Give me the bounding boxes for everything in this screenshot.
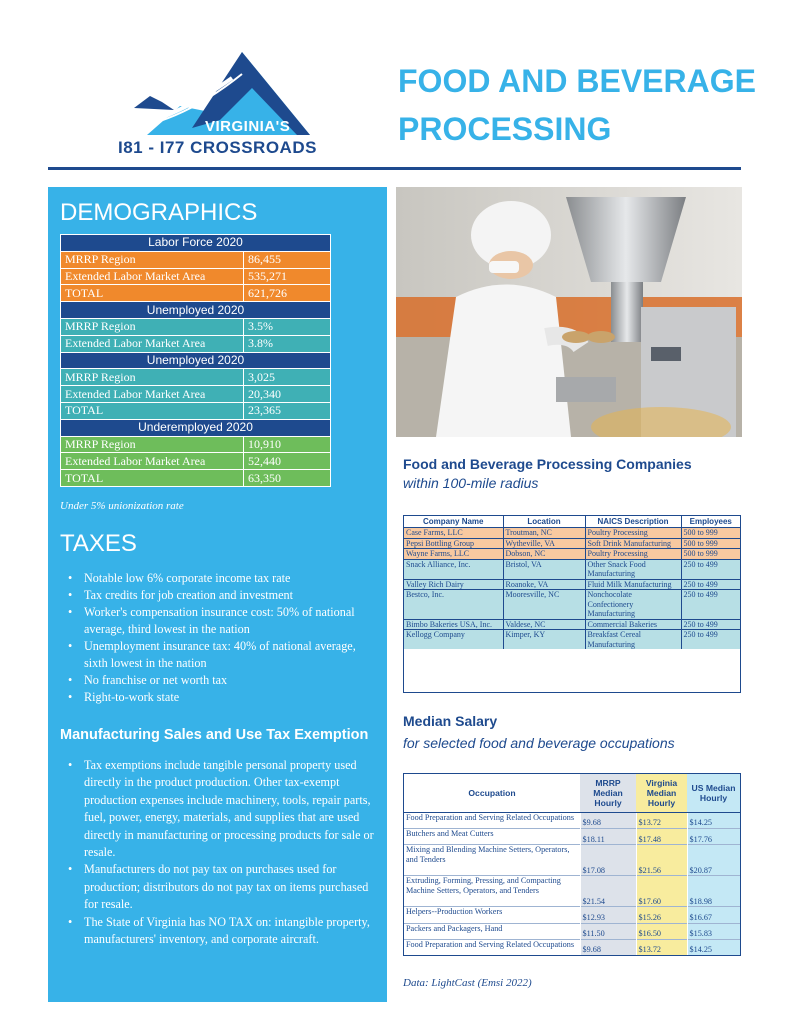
table-row: Packers and Packagers, Hand $11.50 $16.50 $15.83 bbox=[404, 923, 740, 939]
table-row: Butchers and Meat Cutters $18.11 $17.48 $17.76 bbox=[404, 828, 740, 844]
column-header: Company Name bbox=[404, 516, 503, 528]
demo-section-title: Unemployed 2020 bbox=[61, 302, 331, 319]
demo-label: MRRP Region bbox=[61, 369, 244, 386]
demo-label: MRRP Region bbox=[61, 318, 244, 335]
table-row: Food Preparation and Serving Related Occupations $9.68 $13.72 $14.25 bbox=[404, 939, 740, 955]
page-title: FOOD AND BEVERAGE PROCESSING bbox=[398, 63, 756, 147]
taxes-heading: TAXES bbox=[60, 530, 137, 557]
demo-label: TOTAL bbox=[61, 470, 244, 487]
table-row: Kellogg Company Kimper, KY Breakfast Cereal Manufacturing 250 to 499 bbox=[404, 630, 740, 650]
companies-table-frame bbox=[403, 515, 741, 693]
column-header: Occupation bbox=[404, 774, 580, 812]
list-item: • Right-to-work state bbox=[68, 690, 180, 704]
companies-heading: Food and Beverage Processing Companies bbox=[403, 456, 692, 472]
demographics-heading: DEMOGRAPHICS bbox=[60, 199, 258, 226]
salary-heading: Median Salary bbox=[403, 713, 498, 729]
companies-subheading: within 100-mile radius bbox=[403, 475, 539, 491]
table-row: Helpers--Production Workers $12.93 $15.26 $16.67 bbox=[404, 907, 740, 923]
salary-table-frame bbox=[403, 773, 741, 956]
demo-value: 23,365 bbox=[244, 402, 331, 419]
table-row: Bimbo Bakeries USA, Inc. Valdese, NC Commercial Bakeries 250 to 499 bbox=[404, 619, 740, 630]
food-processing-photo bbox=[396, 187, 742, 437]
salary-subheading: for selected food and beverage occupations bbox=[403, 735, 675, 751]
demo-value: 535,271 bbox=[244, 268, 331, 285]
demo-label: Extended Labor Market Area bbox=[61, 453, 244, 470]
table-row: Mixing and Blending Machine Setters, Operators, and Tenders $17.08 $21.56 $20.87 bbox=[404, 845, 740, 876]
demo-label: Extended Labor Market Area bbox=[61, 335, 244, 352]
data-source-note: Data: LightCast (Emsi 2022) bbox=[403, 977, 532, 989]
demo-value: 3.8% bbox=[244, 335, 331, 352]
demo-value: 63,350 bbox=[244, 470, 331, 487]
table-row: Wayne Farms, LLC Dobson, NC Poultry Processing 500 to 999 bbox=[404, 549, 740, 560]
demo-value: 86,455 bbox=[244, 251, 331, 268]
table-row: Pepsi Bottling Group Wytheville, VA Soft Drink Manufacturing 500 to 999 bbox=[404, 538, 740, 549]
manufacturing-list bbox=[62, 757, 380, 948]
unionization-note: Under 5% unionization rate bbox=[60, 500, 184, 512]
column-header: Location bbox=[503, 516, 585, 528]
logo-line-1: VIRGINIA'S bbox=[205, 118, 291, 135]
table-row: Bestco, Inc. Mooresville, NC Nonchocolate Confectionery Manufacturing 250 to 499 bbox=[404, 590, 740, 620]
column-header: NAICS Description bbox=[585, 516, 681, 528]
table-row: Extruding, Forming, Pressing, and Compacting Machine Setters, Operators, and Tenders $21.54 $17.60 $18.98 bbox=[404, 876, 740, 907]
demo-section-title: Labor Force 2020 bbox=[61, 235, 331, 252]
demo-value: 3.5% bbox=[244, 318, 331, 335]
demo-value: 3,025 bbox=[244, 369, 331, 386]
list-item: • Manufacturers do not pay tax on purchases used for production; distributors do not pay tax on items purchased for resale. bbox=[68, 862, 369, 912]
demo-value: 10,910 bbox=[244, 436, 331, 453]
salary-table bbox=[404, 774, 740, 955]
column-header: Virginia Median Hourly bbox=[636, 774, 687, 812]
column-header: MRRP Median Hourly bbox=[580, 774, 636, 812]
list-item: • Worker's compensation insurance cost: 50% of national average, third lowest in the nation bbox=[68, 605, 355, 636]
list-item: • Unemployment insurance tax: 40% of national average, sixth lowest in the nation bbox=[68, 639, 356, 670]
demo-section-title: Underemployed 2020 bbox=[61, 419, 331, 436]
list-item: • The State of Virginia has NO TAX on: intangible property, manufacturers' inventory, and corporate aircraft. bbox=[68, 914, 370, 947]
table-row: Case Farms, LLC Troutman, NC Poultry Processing 500 to 999 bbox=[404, 528, 740, 539]
list-item: • Tax credits for job creation and investment bbox=[68, 588, 293, 602]
demo-value: 20,340 bbox=[244, 386, 331, 403]
logo-line-2: I81 - I77 CROSSROADS bbox=[118, 138, 317, 157]
demo-value: 52,440 bbox=[244, 453, 331, 470]
demo-label: MRRP Region bbox=[61, 251, 244, 268]
list-item: • Notable low 6% corporate income tax rate bbox=[68, 571, 291, 585]
table-row: Snack Alliance, Inc. Bristol, VA Other Snack Food Manufacturing 250 to 499 bbox=[404, 559, 740, 579]
left-panel bbox=[48, 187, 387, 1002]
demographics-table bbox=[60, 234, 331, 487]
demo-label: TOTAL bbox=[61, 285, 244, 302]
table-row: Valley Rich Dairy Roanoke, VA Fluid Milk Manufacturing 250 to 499 bbox=[404, 579, 740, 590]
companies-table bbox=[404, 516, 740, 649]
demo-label: Extended Labor Market Area bbox=[61, 386, 244, 403]
column-header: Employees bbox=[681, 516, 740, 528]
column-header: US Median Hourly bbox=[687, 774, 740, 812]
manufacturing-heading: Manufacturing Sales and Use Tax Exemption bbox=[60, 727, 369, 743]
demo-label: Extended Labor Market Area bbox=[61, 268, 244, 285]
taxes-list bbox=[62, 570, 378, 706]
list-item: • No franchise or net worth tax bbox=[68, 673, 228, 687]
header-rule bbox=[48, 167, 741, 170]
demo-label: TOTAL bbox=[61, 402, 244, 419]
demo-section-title: Unemployed 2020 bbox=[61, 352, 331, 369]
table-row: Food Preparation and Serving Related Occupations $9.68 $13.72 $14.25 bbox=[404, 812, 740, 828]
demo-value: 621,726 bbox=[244, 285, 331, 302]
list-item: • Tax exemptions include tangible personal property used directly in the product production. Other tax-exempt production expenses include machinery, tools, repair parts, fuel, power, energy, materials, and supplies that are used directly in manufacturing or processing products for sale or resale. bbox=[68, 758, 374, 860]
demo-label: MRRP Region bbox=[61, 436, 244, 453]
